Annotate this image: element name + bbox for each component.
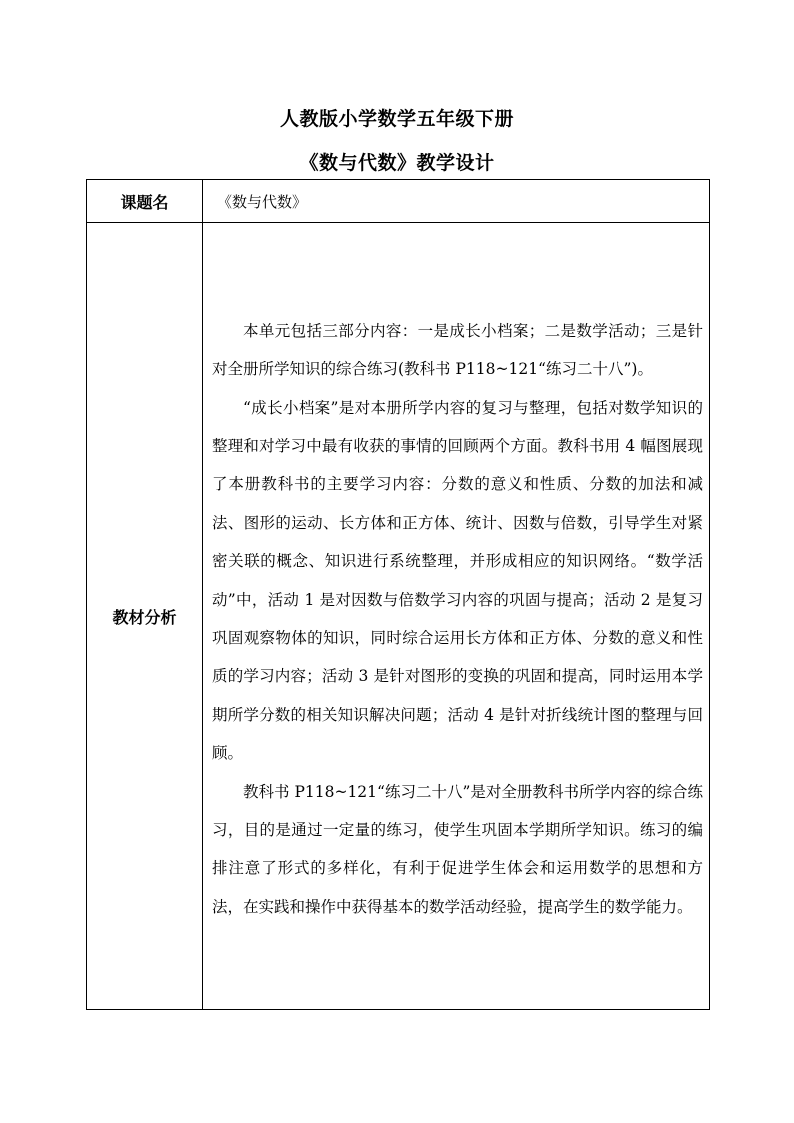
analysis-paragraph-1: 本单元包括三部分内容：一是成长小档案；二是数学活动；三是针对全册所学知识的综合练习(教科书 P118~121“练习二十八”)。	[212, 321, 703, 379]
analysis-content-cell	[203, 223, 710, 1010]
topic-label: 课题名	[87, 180, 203, 223]
table-row-topic	[87, 180, 710, 223]
analysis-label: 教材分析	[87, 223, 203, 1010]
analysis-paragraph-3: 教科书 P118~121“练习二十八”是对全册教科书所学内容的综合练习，目的是通过一定量的练习，使学生巩固本学期所学知识。练习的编排注意了形式的多样化，有利于促进学生体会和运用数学的思想和方法，在实践和操作中获得基本的数学活动经验，提高学生的数学能力。	[212, 782, 703, 916]
document-title: 人教版小学数学五年级下册	[279, 108, 514, 130]
topic-value: 《数与代数》	[203, 180, 710, 223]
lesson-design-table	[86, 179, 710, 1010]
analysis-paragraph-2: “成长小档案”是对本册所学内容的复习与整理，包括对数学知识的整理和对学习中最有收获的事情的回顾两个方面。教科书用 4 幅图展现了本册教科书的主要学习内容：分数的意义和性质、分数的加法和减法、图形的运动、长方体和正方体、统计、因数与倍数，引导学生对紧密关联的概念、知识进行系统整理，并形成相应的知识网络。“数学活动”中，活动 1 是对因数与倍数学习内容的巩固与提高；活动 2 是复习巩固观察物体的知识，同时综合运用长方体和正方体、分数的意义和性质的学习内容；活动 3 是针对图形的变换的巩固和提高，同时运用本学期所学分数的相关知识解决问题；活动 4 是针对折线统计图的整理与回顾。	[212, 398, 703, 763]
document-subtitle: 《数与代数》教学设计	[299, 152, 495, 174]
analysis-content	[203, 306, 709, 927]
table-row-analysis	[87, 223, 710, 1010]
